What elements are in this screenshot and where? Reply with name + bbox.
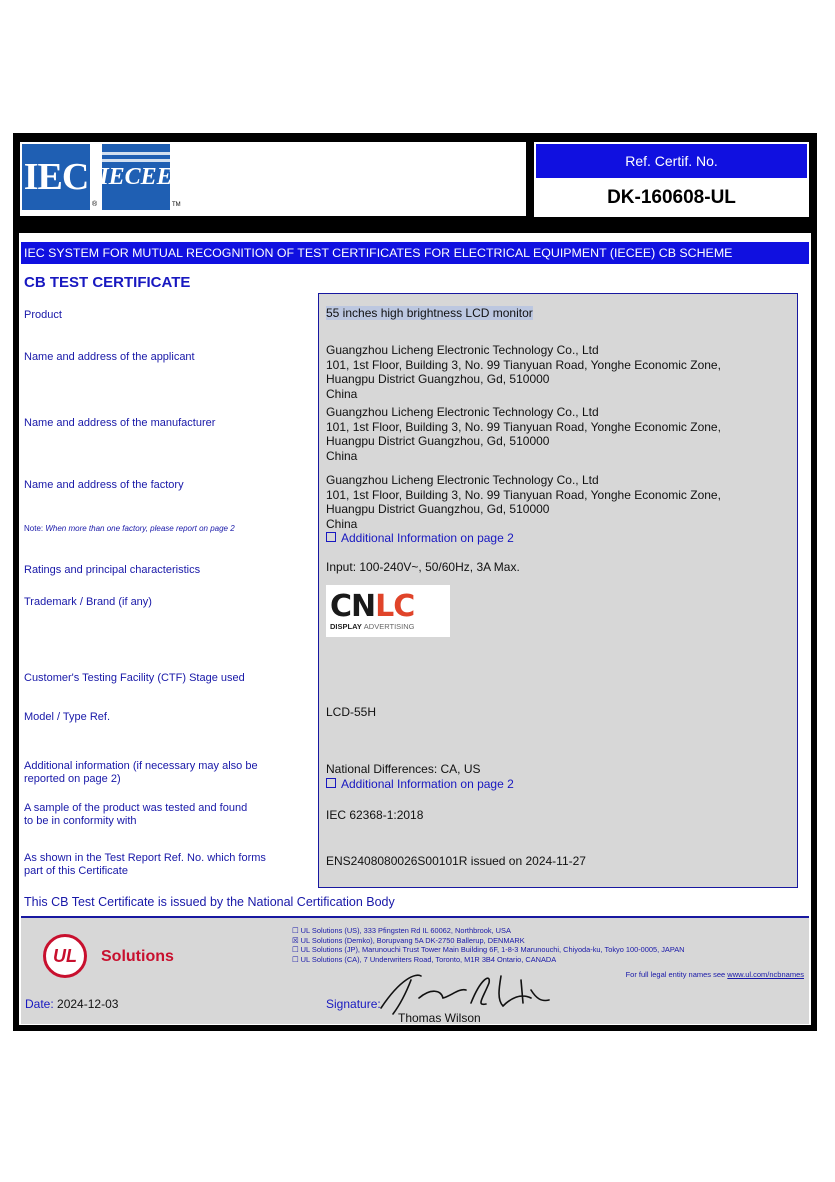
value-product [326, 306, 533, 321]
label-sample-line1: A sample of the product was tested and found [24, 802, 248, 814]
label-report-line1: As shown in the Test Report Ref. No. which forms [24, 852, 266, 864]
legal-entities-note [626, 970, 804, 979]
brand-sub-a: DISPLAY [330, 622, 362, 631]
signatory-name: Thomas Wilson [398, 1011, 481, 1025]
certificate-footer [21, 916, 809, 1024]
brand-wordmark [330, 589, 414, 624]
ncb-address-list [292, 926, 685, 964]
value-applicant [326, 343, 721, 401]
label-sample-line2: to be in conformity with [24, 815, 137, 827]
brand-word-a: CN [330, 589, 376, 624]
applicant-line: 101, 1st Floor, Building 3, No. 99 Tianyuan Road, Yonghe Economic Zone, [326, 357, 721, 372]
label-report-line2: part of this Certificate [24, 865, 128, 877]
label-trademark: Trademark / Brand (if any) [24, 596, 152, 608]
issued-by: This CB Test Certificate is issued by the National Certification Body [24, 895, 395, 909]
date-value: 2024-12-03 [57, 997, 119, 1011]
manufacturer-line: Huangpu District Guangzhou, Gd, 510000 [326, 434, 550, 448]
ul-mark: UL [53, 945, 77, 966]
additional-info-checkbox[interactable] [326, 777, 514, 792]
factory-note-prefix: Note: [24, 524, 44, 533]
label-report [24, 852, 266, 878]
brand-word-b: LC [375, 589, 415, 624]
factory-additional-text: Additional Information on page 2 [341, 531, 514, 545]
label-manufacturer: Name and address of the manufacturer [24, 417, 216, 429]
value-ratings: Input: 100-240V~, 50/60Hz, 3A Max. [326, 560, 520, 574]
reference-label: Ref. Certif. No. [536, 144, 807, 178]
factory-line: Guangzhou Licheng Electronic Technology Co., Ltd [326, 473, 599, 487]
applicant-line: China [326, 386, 358, 401]
value-manufacturer [326, 405, 721, 463]
ncb-address: ☐ UL Solutions (CA), 7 Underwriters Road, Toronto, M1R 3B4 Ontario, CANADA [292, 954, 557, 964]
certificate-body [19, 233, 811, 1025]
label-product: Product [24, 309, 62, 321]
brand-logo [326, 585, 450, 637]
manufacturer-line: Guangzhou Licheng Electronic Technology Co., Ltd [326, 405, 599, 419]
ul-logo-icon [43, 934, 87, 978]
factory-line: 101, 1st Floor, Building 3, No. 99 Tianyuan Road, Yonghe Economic Zone, [326, 487, 721, 502]
legal-link[interactable]: www.ul.com/ncbnames [727, 970, 804, 979]
iecee-logo: IECEE [102, 144, 170, 210]
factory-note [24, 524, 235, 533]
value-report: ENS2408080026S00101R issued on 2024-11-27 [326, 854, 586, 868]
label-factory: Name and address of the factory [24, 479, 184, 491]
additional-info-text: Additional Information on page 2 [341, 777, 514, 791]
value-factory [326, 473, 721, 531]
scheme-title: IEC SYSTEM FOR MUTUAL RECOGNITION OF TEST CERTIFICATES FOR ELECTRICAL EQUIPMENT (IECEE) CB SCHEME [21, 242, 809, 264]
trademark-mark: TM [172, 202, 181, 208]
checkbox-icon[interactable] [326, 532, 336, 542]
value-standard: IEC 62368-1:2018 [326, 808, 424, 822]
logo-panel [19, 141, 527, 217]
label-additional [24, 760, 258, 786]
value-product-text: 55 inches high brightness LCD monitor [326, 306, 533, 320]
factory-additional-checkbox[interactable] [326, 531, 514, 546]
signature-label: Signature: [326, 997, 381, 1011]
label-ratings: Ratings and principal characteristics [24, 564, 201, 576]
reference-panel [533, 141, 810, 218]
label-model: Model / Type Ref. [24, 711, 111, 723]
registered-mark: ® [92, 201, 98, 208]
factory-line: Huangpu District Guangzhou, Gd, 510000 [326, 502, 550, 516]
certificate-title: CB TEST CERTIFICATE [24, 274, 191, 291]
label-sample [24, 802, 247, 828]
applicant-line: Guangzhou Licheng Electronic Technology Co., Ltd [326, 343, 599, 357]
reference-number: DK-160608-UL [607, 187, 736, 208]
factory-line: China [326, 516, 358, 531]
brand-sub-b: ADVERTISING [363, 622, 415, 631]
label-ctf: Customer's Testing Facility (CTF) Stage used [24, 672, 245, 684]
label-additional-line2: reported on page 2) [24, 773, 121, 785]
ncb-address: ☐ UL Solutions (US), 333 Pfingsten Rd IL 60062, Northbrook, USA [292, 926, 511, 935]
ncb-address: ☐ UL Solutions (JP), Marunouchi Trust Tower Main Building 6F, 1-8-3 Marunouchi, Chiyoda-ku, Tokyo 100-0005, JAPAN [292, 945, 685, 955]
checkbox-icon[interactable] [326, 778, 336, 788]
factory-note-text: When more than one factory, please report on page 2 [45, 524, 235, 533]
value-national-differences: National Differences: CA, US [326, 762, 481, 776]
label-additional-line1: Additional information (if necessary may also be [24, 760, 258, 772]
iec-logo: IEC [22, 144, 90, 210]
brand-subtitle [330, 622, 415, 631]
manufacturer-line: 101, 1st Floor, Building 3, No. 99 Tianyuan Road, Yonghe Economic Zone, [326, 419, 721, 434]
date-label: Date: [25, 997, 54, 1011]
legal-prefix: For full legal entity names see [625, 970, 728, 979]
value-model: LCD-55H [326, 705, 377, 719]
issue-date [25, 997, 118, 1011]
applicant-line: Huangpu District Guangzhou, Gd, 510000 [326, 372, 550, 386]
label-applicant: Name and address of the applicant [24, 351, 195, 363]
manufacturer-line: China [326, 448, 358, 463]
ul-solutions-wordmark: Solutions [101, 948, 174, 965]
ncb-address: ☒ UL Solutions (Demko), Borupvang 5A DK-2750 Ballerup, DENMARK [292, 935, 525, 945]
